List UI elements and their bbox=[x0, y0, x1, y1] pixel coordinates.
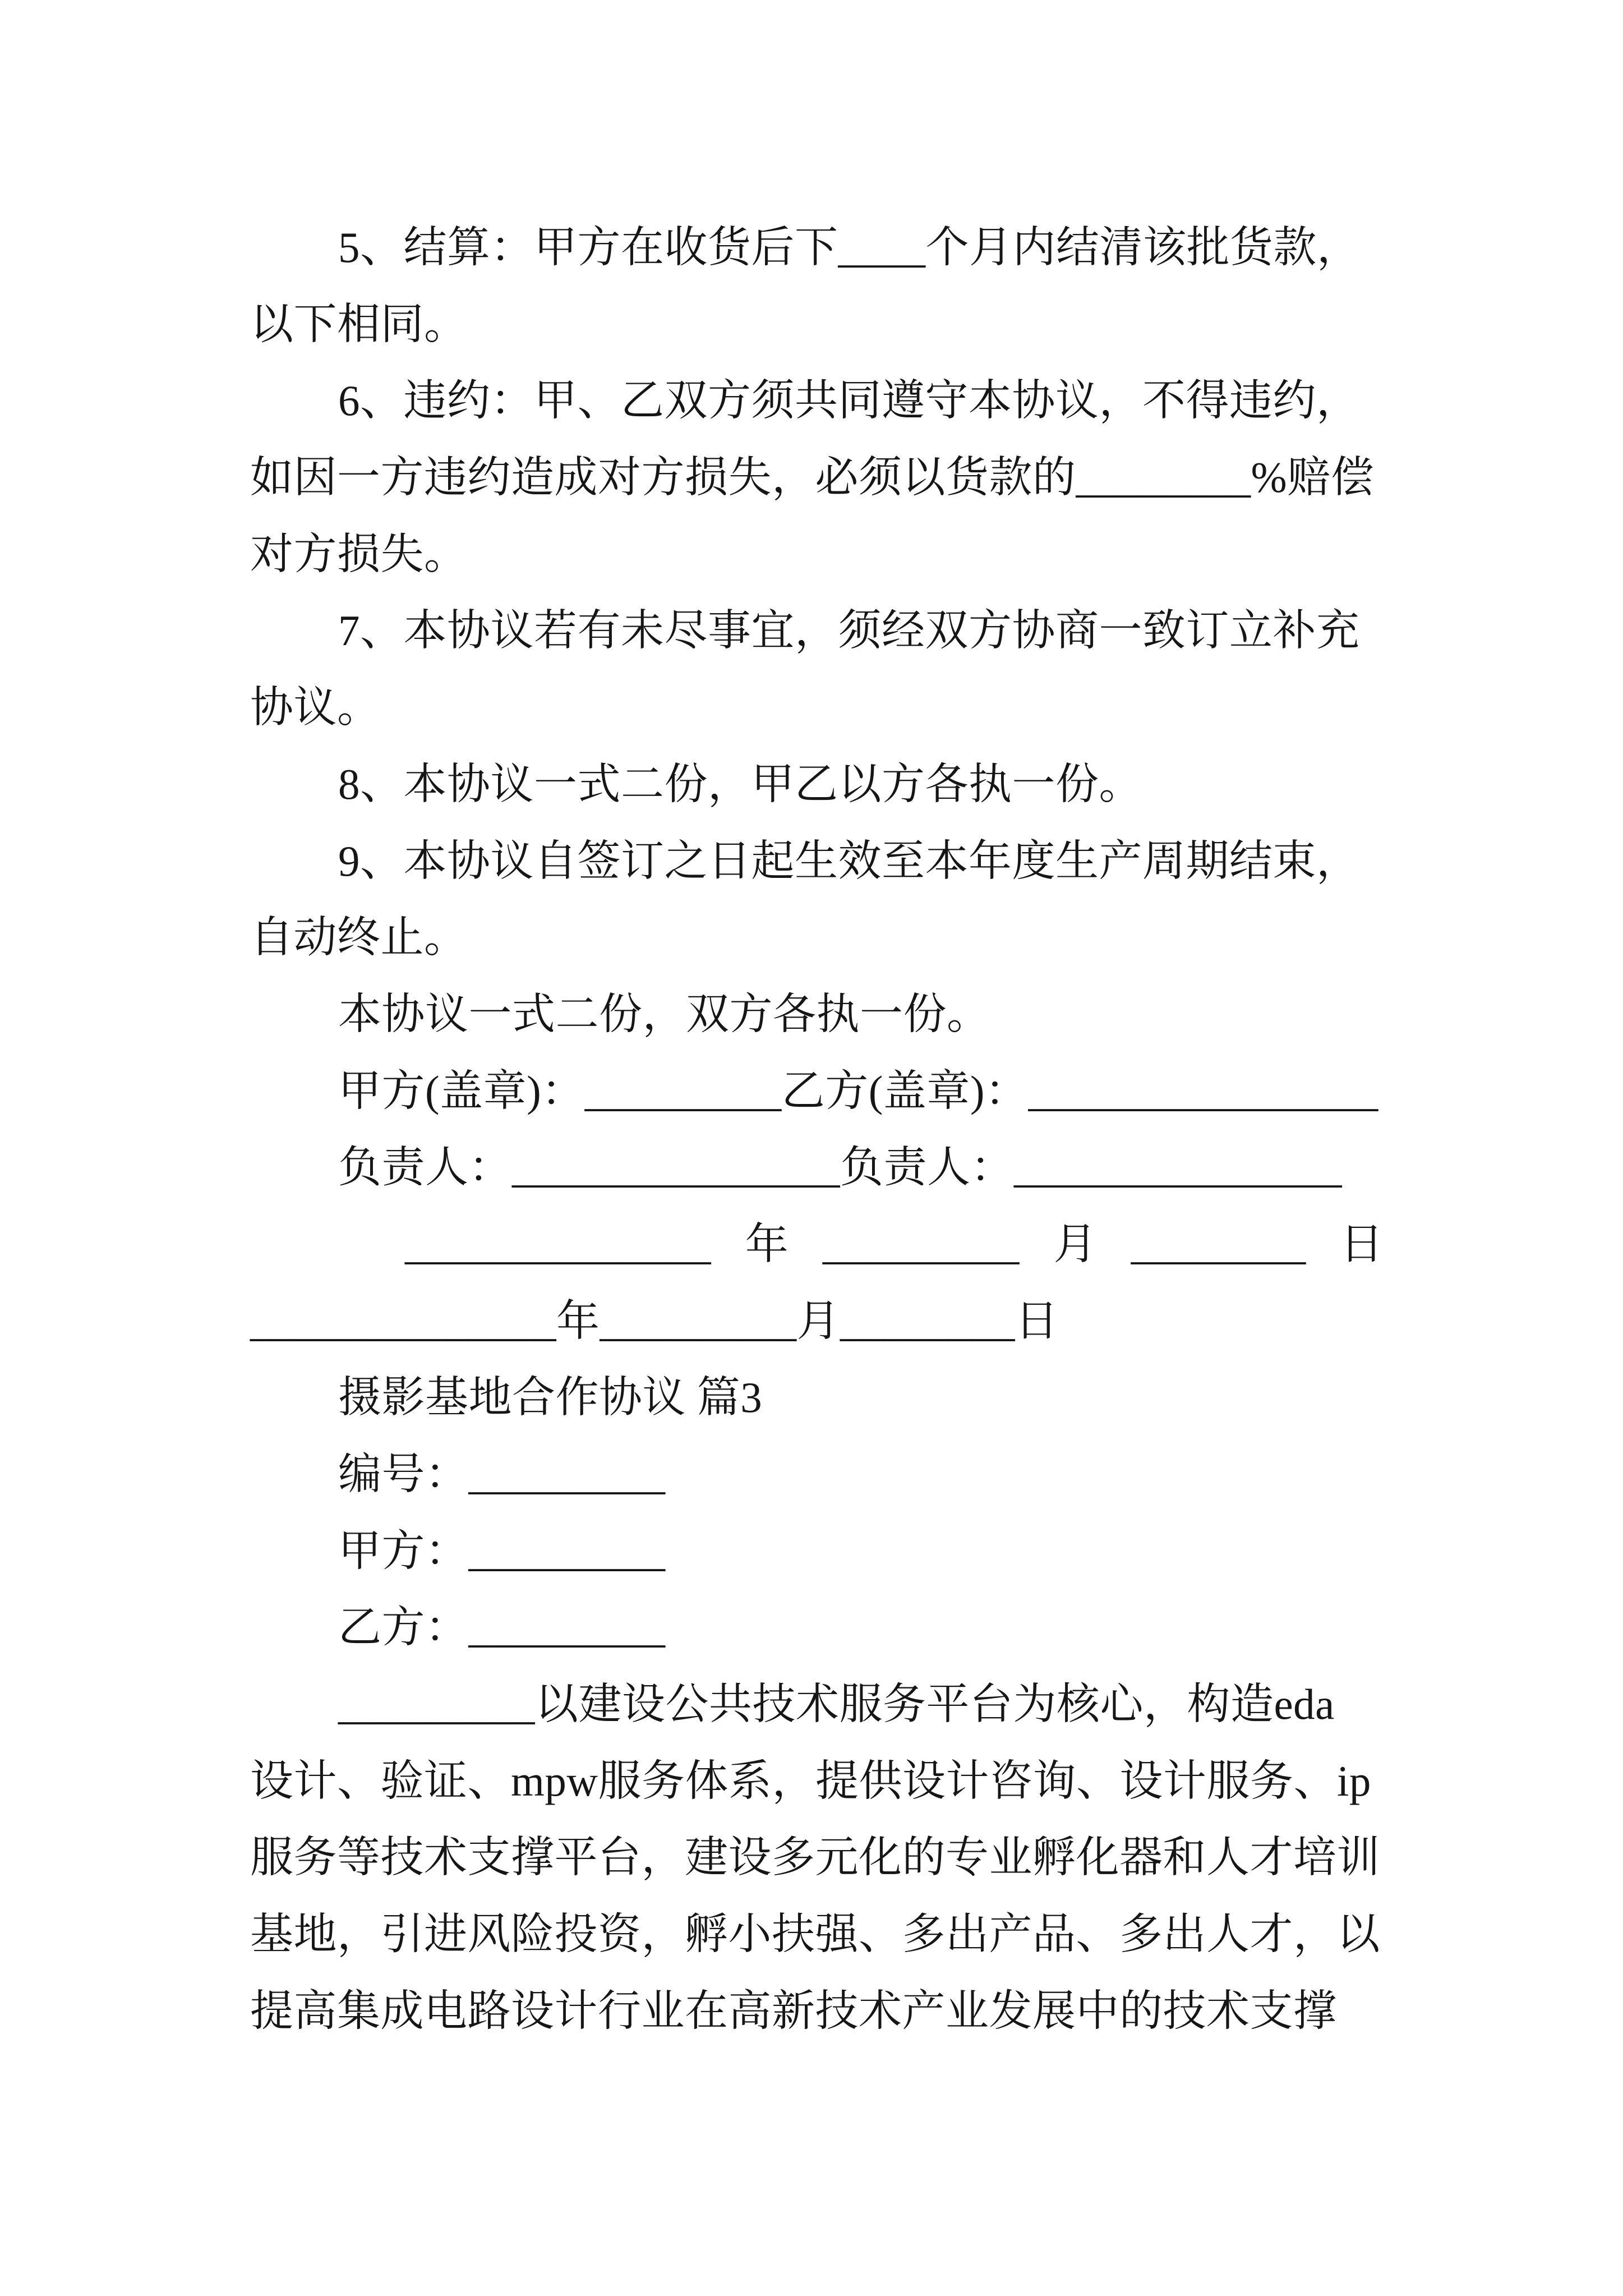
intro-paragraph-line: 提高集成电路设计行业在高新技术产业发展中的技术支撑 bbox=[250, 1986, 1337, 2035]
number-field: 编号：_________ bbox=[338, 1450, 666, 1498]
section-title: 摄影基地合作协议 篇3 bbox=[338, 1373, 763, 1422]
month-label: 月 bbox=[1053, 1220, 1098, 1268]
clause-5-settlement-cont: 以下相同。 bbox=[250, 300, 468, 348]
clause-7-supplement: 7、本协议若有未尽事宜，须经双方协商一致订立补充 bbox=[338, 606, 1360, 655]
party-a-field: 甲方：_________ bbox=[338, 1526, 666, 1575]
copies-statement: 本协议一式二份，双方各执一份。 bbox=[338, 990, 990, 1038]
party-b-field: 乙方：_________ bbox=[338, 1603, 666, 1652]
intro-paragraph-line: _________以建设公共技术服务平台为核心，构造eda bbox=[338, 1680, 1335, 1729]
date-line: ______________年_________月________日 bbox=[250, 1296, 1059, 1345]
day-blank: ________ bbox=[1131, 1220, 1306, 1268]
clause-6-breach: 6、违约：甲、乙双方须共同遵守本协议，不得违约， bbox=[338, 376, 1360, 425]
year-label: 年 bbox=[745, 1220, 789, 1268]
seal-line: 甲方(盖章)：_________乙方(盖章)：________________ bbox=[338, 1066, 1378, 1115]
clause-5-settlement: 5、结算：甲方在收货后下____个月内结清该批货款， bbox=[338, 223, 1361, 272]
day-label: 日 bbox=[1340, 1220, 1384, 1268]
clause-7-supplement-cont: 协议。 bbox=[250, 683, 381, 732]
month-blank: _________ bbox=[822, 1220, 1020, 1268]
clause-9-effective: 9、本协议自签订之日起生效至本年度生产周期结束， bbox=[338, 836, 1360, 885]
date-line-indented bbox=[0, 1206, 1623, 1283]
intro-paragraph-line: 服务等技术支撑平台，建设多元化的专业孵化器和人才培训 bbox=[250, 1833, 1380, 1882]
clause-8-copies: 8、本协议一式二份，甲乙以方各执一份。 bbox=[338, 760, 1142, 808]
date-row bbox=[405, 1206, 1384, 1283]
intro-paragraph-line: 设计、验证、mpw服务体系，提供设计咨询、设计服务、ip bbox=[250, 1756, 1371, 1805]
year-blank: ______________ bbox=[405, 1220, 711, 1268]
responsible-person-line: 负责人：_______________负责人：_______________ bbox=[338, 1143, 1342, 1192]
clause-6-breach-cont: 如因一方违约造成对方损失，必须以货款的________%赔偿 bbox=[250, 453, 1375, 502]
intro-paragraph-line: 基地，引进风险投资，孵小扶强、多出产品、多出人才，以 bbox=[250, 1910, 1380, 1959]
clause-9-effective-cont: 自动终止。 bbox=[250, 913, 468, 962]
clause-6-breach-cont-2: 对方损失。 bbox=[250, 530, 468, 578]
